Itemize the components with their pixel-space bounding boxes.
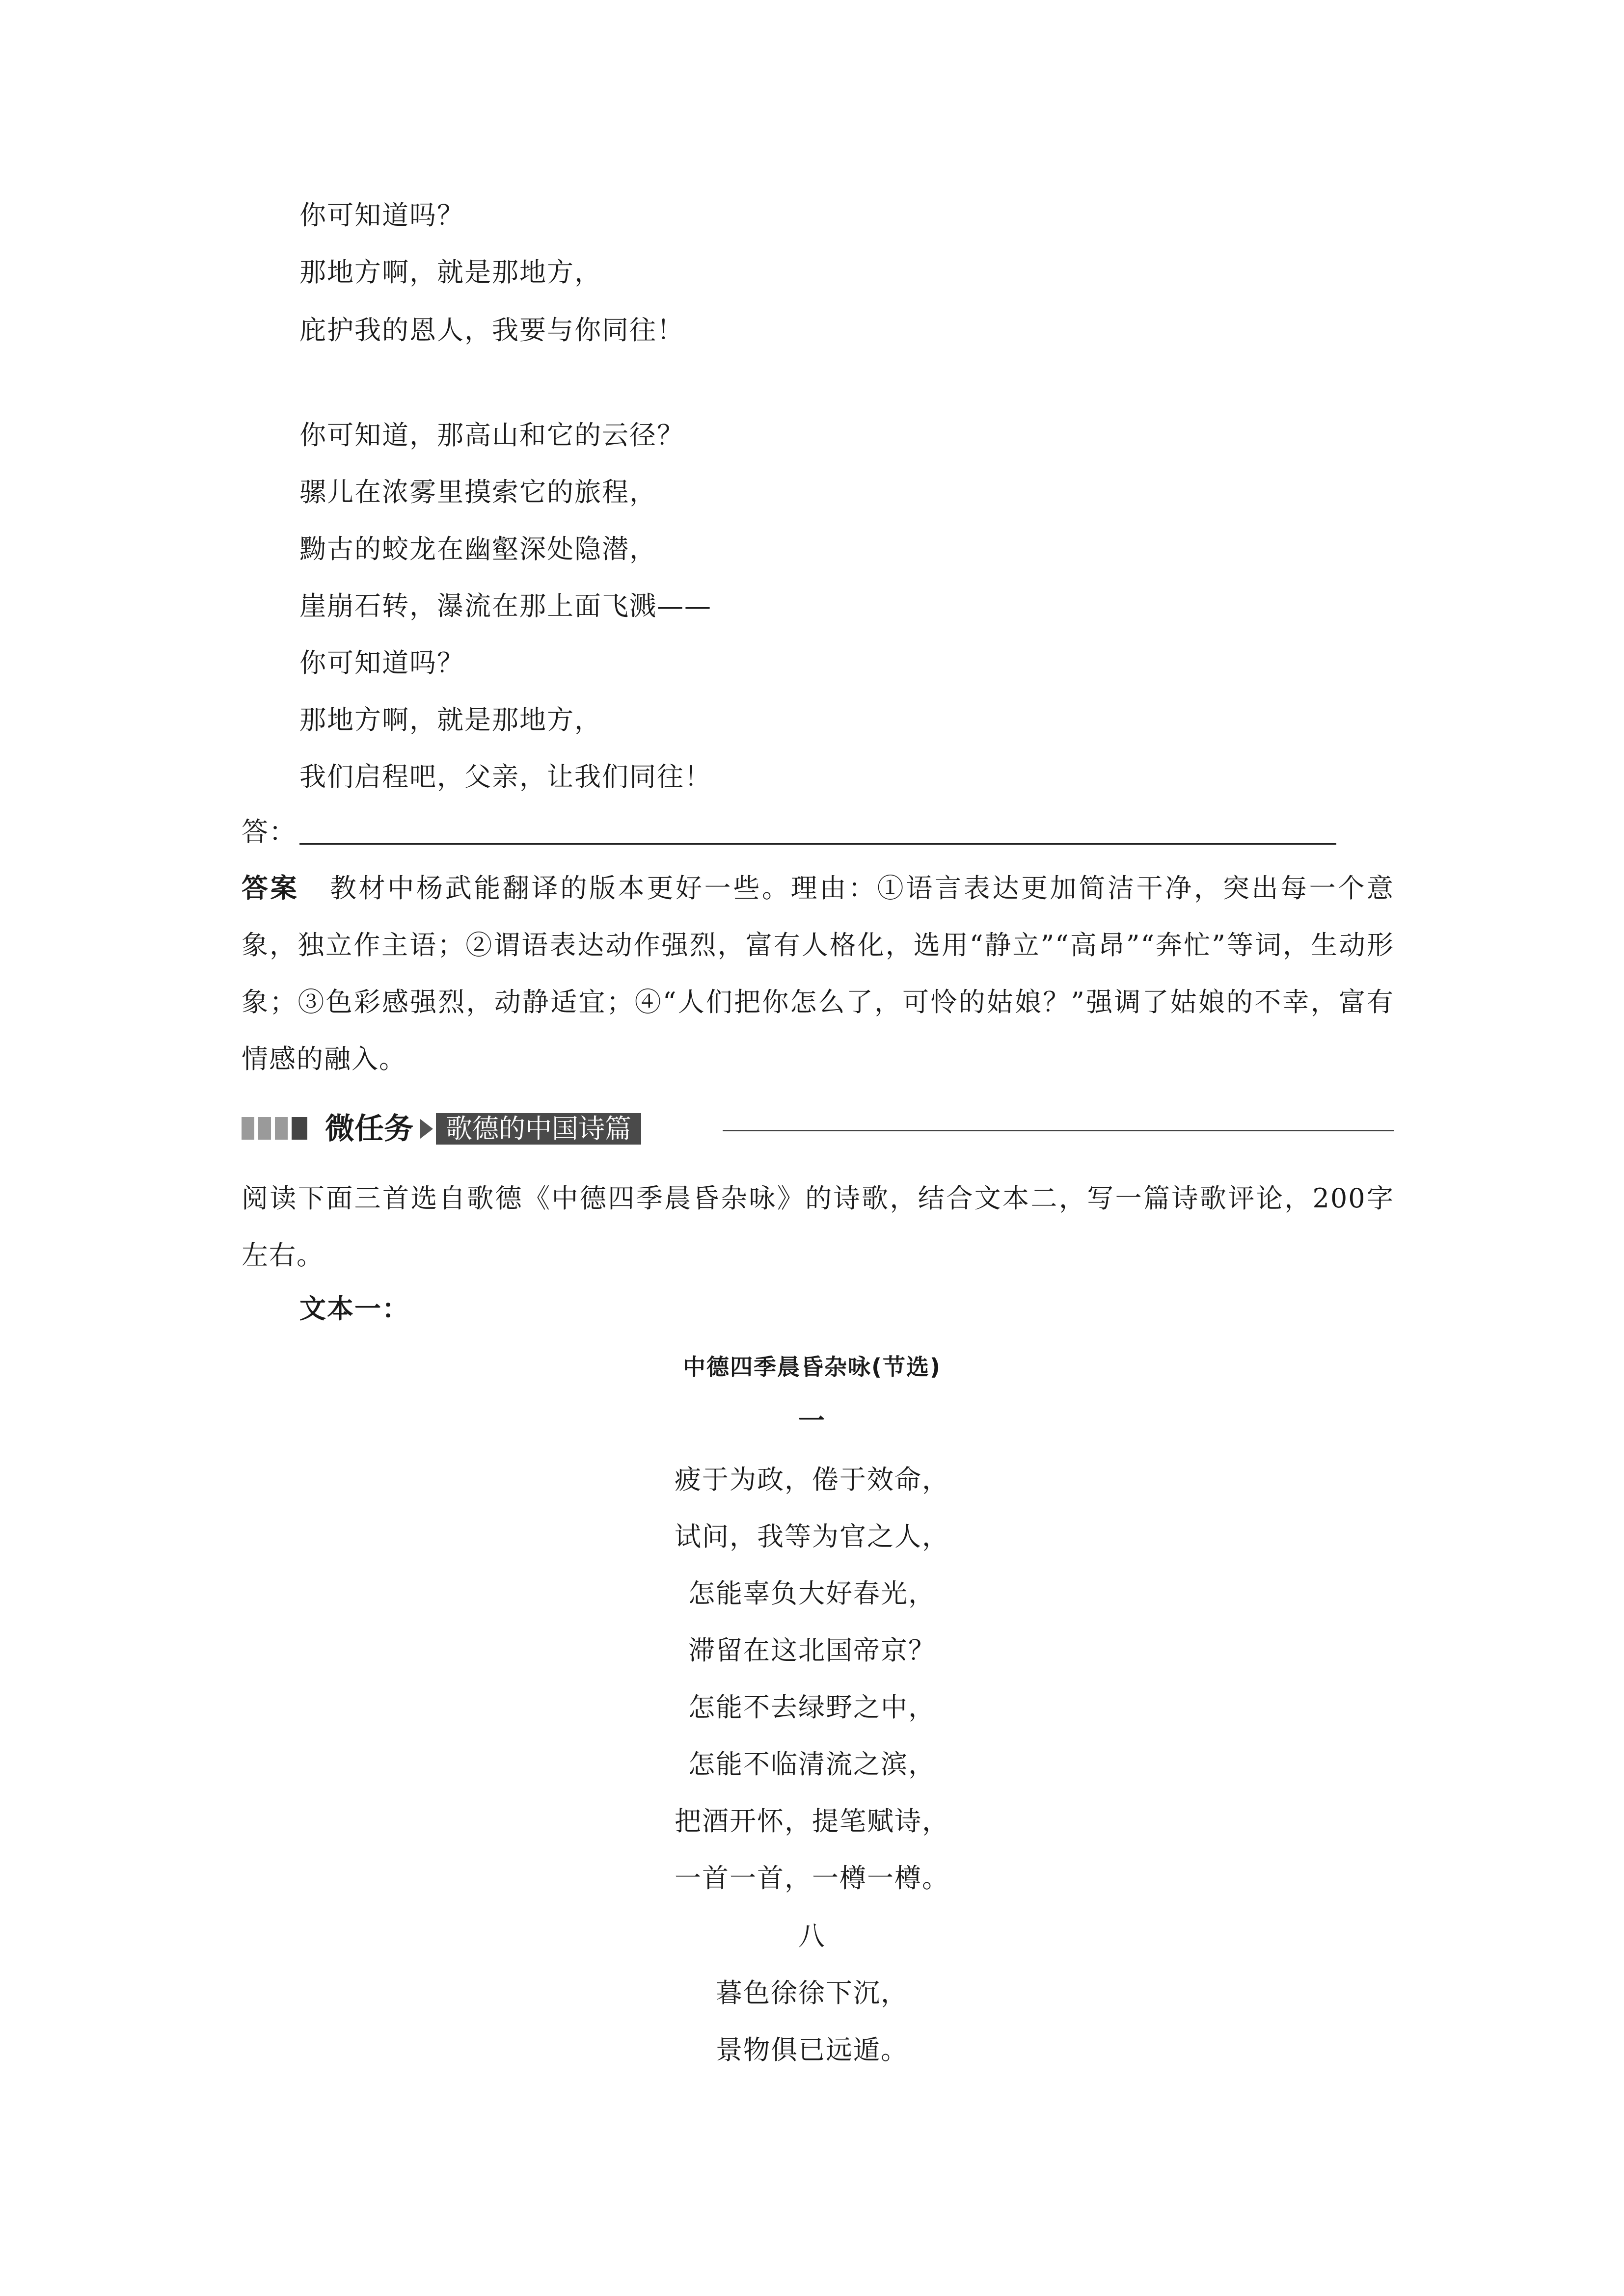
poem-line: 骡儿在浓雾里摸索它的旅程， xyxy=(299,477,657,507)
arrow-icon xyxy=(420,1119,433,1139)
answer-paragraph xyxy=(242,860,1394,1088)
task-header xyxy=(242,1110,1394,1148)
instruction-paragraph: 阅读下面三首选自歌德《中德四季晨昏杂咏》的诗歌，结合文本二，写一篇诗歌评论，200字左右。 xyxy=(242,1183,1394,1271)
text-one-label: 文本一： xyxy=(299,1293,409,1324)
answer-blank-line xyxy=(299,843,1336,845)
poem-line: 疲于为政，倦于效命， xyxy=(675,1464,949,1495)
answer-text: 教材中杨武能翻译的版本更好一些。理由：①语言表达更加简洁干净，突出每一个意象，独立作主语；②谓语表达动作强烈，富有人格化，选用“静立”“高昂”“奔忙”等词，生动形象；③色彩感强烈，动静适宜；④“人们把你怎么了，可怜的姑娘？”强调了姑娘的不幸，富有情感的融入。 xyxy=(242,873,1395,1074)
poem-line: 庇护我的恩人，我要与你同往！ xyxy=(299,315,684,346)
poem-title: 中德四季晨昏杂咏(节选) xyxy=(682,1354,942,1380)
divider xyxy=(723,1130,1394,1131)
task-decoration xyxy=(242,1117,307,1140)
poem-line: 试问，我等为官之人， xyxy=(675,1521,949,1552)
poem-line: 怎能不临清流之滨， xyxy=(688,1749,936,1780)
poem-line: 暮色徐徐下沉， xyxy=(716,1977,908,2008)
poem-line: 怎能辜负大好春光， xyxy=(688,1578,936,1609)
poem-line: 一首一首，一樽一樽。 xyxy=(675,1863,949,1894)
poem-line: 你可知道吗？ xyxy=(299,647,464,678)
poem-line: 景物俱已远遁。 xyxy=(716,2034,908,2065)
poem-line: 滞留在这北国帝京？ xyxy=(688,1635,936,1666)
answer-prompt: 答： xyxy=(242,816,297,847)
poem-line: 你可知道吗？ xyxy=(299,200,464,231)
section-heading: 八 xyxy=(798,1921,826,1951)
poem-line: 崖崩石转，瀑流在那上面飞溅—— xyxy=(299,590,712,621)
poem-line: 黝古的蛟龙在幽壑深处隐潜， xyxy=(299,534,657,564)
poem-line: 我们启程吧，父亲，让我们同往！ xyxy=(299,761,712,792)
section-heading: 一 xyxy=(798,1405,826,1436)
poem-line: 那地方啊，就是那地方， xyxy=(299,704,602,735)
task-title: 微任务 xyxy=(325,1112,413,1146)
poem-line: 你可知道，那高山和它的云径？ xyxy=(299,420,684,451)
poem-line: 怎能不去绿野之中， xyxy=(688,1692,936,1723)
answer-label: 答案 xyxy=(242,873,299,904)
poem-line: 把酒开怀，提笔赋诗， xyxy=(675,1806,949,1837)
poem-line: 那地方啊，就是那地方， xyxy=(299,257,602,288)
task-label: 歌德的中国诗篇 xyxy=(436,1113,641,1145)
